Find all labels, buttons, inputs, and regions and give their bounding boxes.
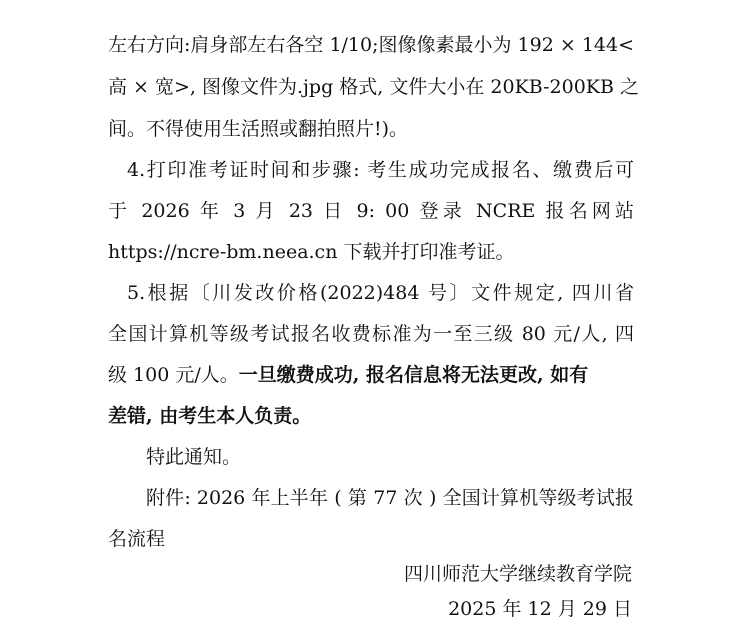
warning-text: 差错, 由考生本人负责。 xyxy=(108,405,312,427)
paragraph-line: 5.根据〔川发改价格(2022)484 号〕文件规定, 四川省 xyxy=(127,282,634,304)
paragraph-line: 4.打印准考证时间和步骤: 考生成功完成报名、缴费后可 xyxy=(127,159,634,181)
signature-date: 2025 年 12 月 29 日 xyxy=(448,598,632,620)
attachment-line: 附件: 2026 年上半年 ( 第 77 次 ) 全国计算机等级考试报 xyxy=(146,487,634,509)
paragraph-line: 于 2026 年 3 月 23 日 9: 00 登录 NCRE 报名网站 xyxy=(108,200,634,222)
closing-line: 特此通知。 xyxy=(146,446,242,468)
paragraph-line: 左右方向:肩身部左右各空 1/10;图像像素最小为 192 × 144< xyxy=(108,34,634,56)
paragraph-line xyxy=(108,363,634,387)
paragraph-line: https://ncre-bm.neea.cn 下载并打印准考证。 xyxy=(108,241,515,263)
attachment-line: 名流程 xyxy=(108,528,166,550)
fee-line-text: 级 100 元/人。 xyxy=(108,364,239,386)
paragraph-line: 全国计算机等级考试报名收费标准为一至三级 80 元/人, 四 xyxy=(108,323,634,345)
warning-text: 一旦缴费成功, 报名信息将无法更改, 如有 xyxy=(238,364,589,386)
paragraph-line: 间。不得使用生活照或翻拍照片!)。 xyxy=(108,118,409,140)
paragraph-line: 高 × 宽>, 图像文件为.jpg 格式, 文件大小在 20KB-200KB 之 xyxy=(108,76,639,98)
signature-org: 四川师范大学继续教育学院 xyxy=(403,563,632,585)
